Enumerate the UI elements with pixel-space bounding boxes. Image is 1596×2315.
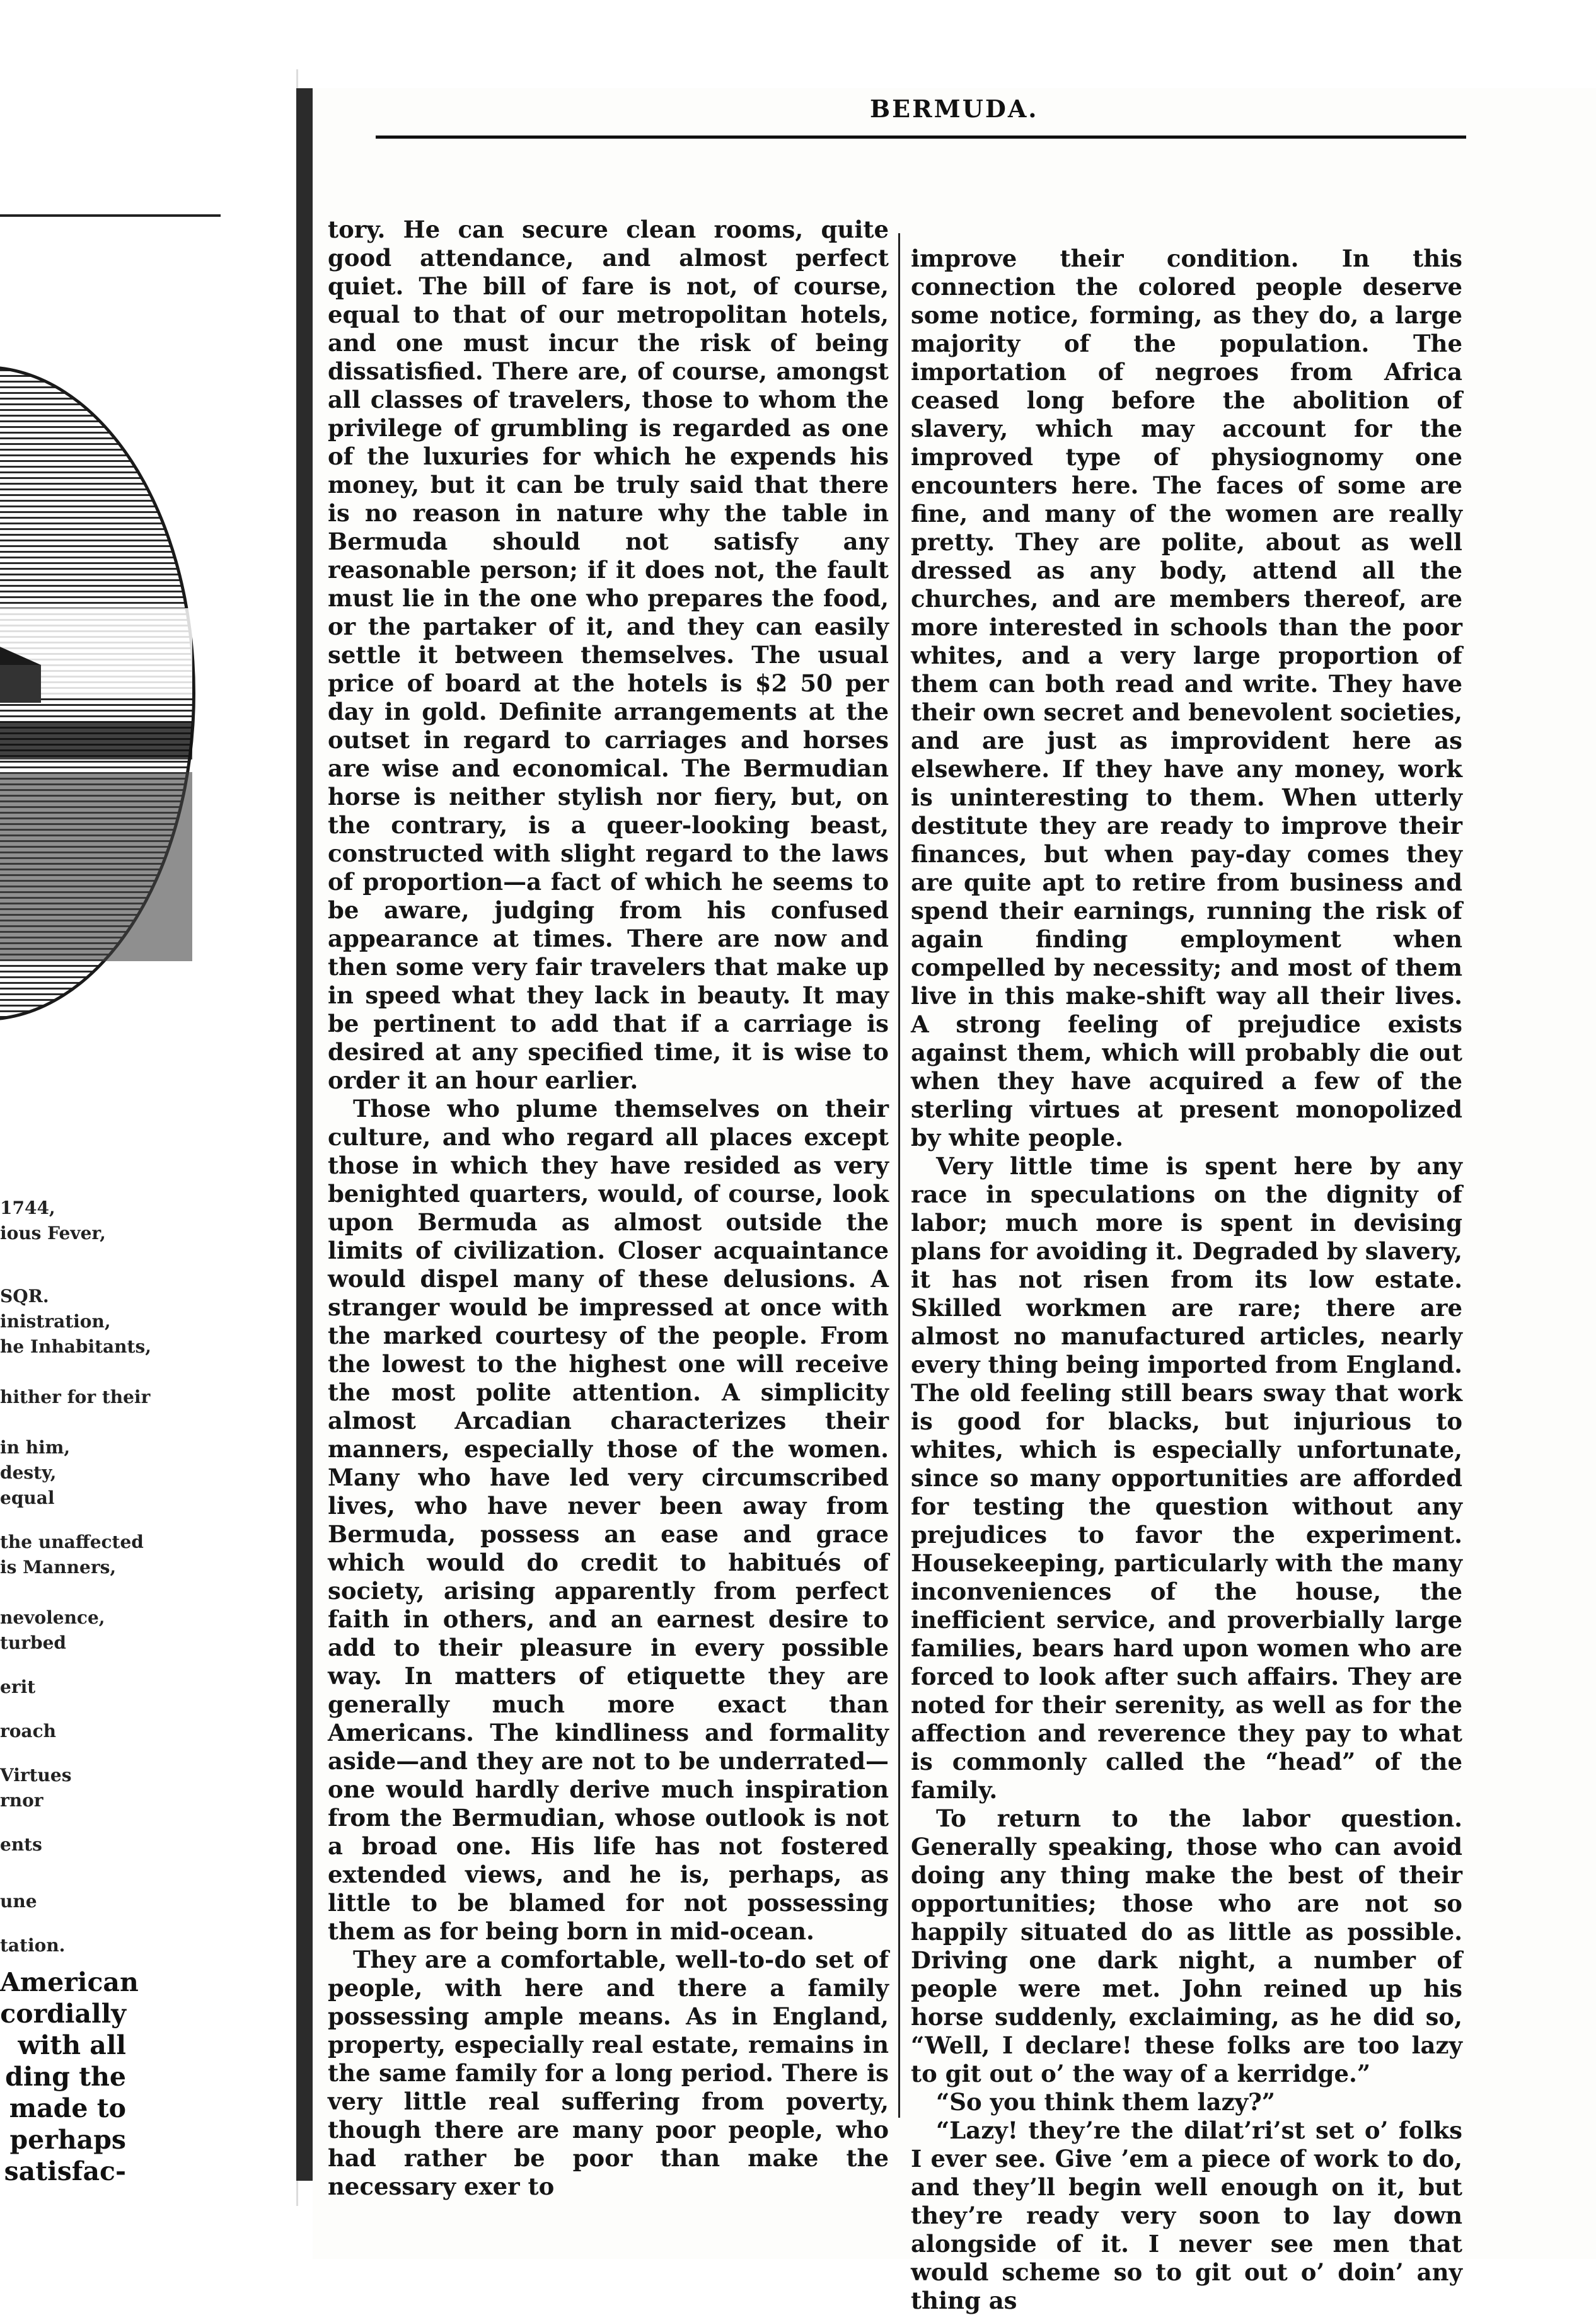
left-fragment: desty, xyxy=(0,1462,57,1483)
paragraph: “Lazy! they’re the dilat’ri’st set o’ folks I ever see. Give ’em a piece of work to do, and they’ll begin well enough on it, but they’re ready very soon to lay down alongside of it. I never see men that would scheme so to git out o’ doin’ any thing as xyxy=(911,2116,1462,2314)
left-tail-line: American xyxy=(0,1967,139,1997)
left-tail-line: ding the xyxy=(5,2062,126,2092)
left-fragment: SQR. xyxy=(0,1286,49,1307)
left-page xyxy=(0,69,298,2206)
running-header: BERMUDA. xyxy=(870,95,1039,123)
left-fragment: nevolence, xyxy=(0,1607,105,1628)
column-rule xyxy=(898,233,900,2118)
left-tail-line: cordially xyxy=(0,1999,126,2029)
paragraph: tory. He can secure clean rooms, quite good attendance, and almost perfect quiet. The bill of fare is not, of course, equal to that of our metropolitan hotels, and one must incur the risk of being dissatisfied. There are, of course, amongst all classes of travelers, those to whom the privilege of grumbling is regarded as one of the luxuries for which he expends his money, but it can be truly said that there is no reason in nature why the table in Bermuda should not satisfy any reasonable person; if it does not, the fault must lie in the one who prepares the food, or the partaker of it, and they can easily settle it between themselves. The usual price of board at the hotels is $2 50 per day in gold. Definite arrangements at the outset in regard to carriages and horses are wise and economical. The Bermudian horse is neither stylish nor fiery, but, on the contrary, is a queer-looking beast, constructed with slight regard to the laws of proportion—a fact of which he seems to be aware, judging from his confused appearance at times. There are now and then some very fair travelers that make up in speed what they lack in beauty. It may be pertinent to add that if a carriage is desired at any specified time, it is wise to order it an hour earlier. xyxy=(328,216,889,1094)
left-fragment: turbed xyxy=(0,1632,67,1653)
paragraph: They are a comfortable, well-to-do set of people, with here and there a family possessing ample means. As in England, property, especially real estate, remains in the same family for a long period. There is very little real suffering from poverty, though there are many poor people, who had rather be poor than make the necessary exer to xyxy=(328,1946,889,2200)
paragraph: Those who plume themselves on their culture, and who regard all places except those in which they have resided as very benighted quarters, would, of course, look upon Bermuda as almost outside the limits of civilization. Closer acquaintance would dispel many of these delusions. A stranger would be impressed at once with the marked courtesy of the people. From the lowest to the highest one will receive the most polite attention. A simplicity almost Arcadian characterizes their manners, especially those of the women. Many who have led very circumscribed lives, who have never been away from Bermuda, possess an ease and grace which would do credit to habitués of society, arising apparently from perfect faith in others, and an earnest desire to add to their pleasure in every possible way. In matters of etiquette they are generally much more exact than Americans. The kindliness and formality aside—and they are not to be underrated—one would hardly derive much inspiration from the Bermudian, whose outlook is not a broad one. His life has not fostered extended views, and he is, perhaps, as little to be blamed for not possessing them as for being born in mid-ocean. xyxy=(328,1095,889,1945)
left-fragment: ious Fever, xyxy=(0,1223,106,1244)
left-fragment: ents xyxy=(0,1834,42,1855)
paragraph: Very little time is spent here by any race in speculations on the dignity of labor; much more is spent in devising plans for avoiding it. Degraded by slavery, it has not risen from its low estate. Skilled workmen are rare; there are almost no manufactured articles, nearly every thing being imported from England. The old feeling still bears sway that work is good for blacks, but injurious to whites, which is especially unfortunate, since so many opportunities are afforded for testing the question without any prejudices to favor the experiment. Housekeeping, particularly with the many inconveniences of the house, the inefficient service, and proverbially large families, bears hard upon women who are forced to look after such affairs. They are noted for their serenity, as well as for the affection and reverence they pay to what is commonly called the “head” of the family. xyxy=(911,1152,1462,1804)
left-fragment: inistration, xyxy=(0,1311,111,1332)
engraving-scene xyxy=(0,369,192,1018)
left-fragment: 1744, xyxy=(0,1198,55,1218)
book-spine xyxy=(296,88,313,2181)
left-page-rule xyxy=(0,214,221,217)
left-fragment: he Inhabitants, xyxy=(0,1336,151,1357)
text-column-right xyxy=(911,245,1462,2315)
left-fragment: une xyxy=(0,1891,37,1912)
paragraph: To return to the labor question. Generally speaking, those who can avoid doing any thing make the best of their opportunities; those who are not so happily situated do as little as possible. Driving one dark night, a number of people were met. John reined up his horse suddenly, exclaiming, as he did so, “Well, I declare! these folks are too lazy to git out o’ the way of a kerridge.” xyxy=(911,1804,1462,2087)
text-column-left xyxy=(328,216,889,2201)
left-tail-line: perhaps xyxy=(9,2125,126,2155)
left-page-tail xyxy=(0,1966,139,2187)
left-tail-line: with all xyxy=(18,2030,126,2060)
left-fragment: in him, xyxy=(0,1437,71,1458)
left-fragment: equal xyxy=(0,1487,55,1508)
left-tail-line: satisfac- xyxy=(4,2156,126,2186)
left-fragment: hither for their xyxy=(0,1387,151,1407)
left-fragment: tation. xyxy=(0,1935,66,1956)
left-fragment: roach xyxy=(0,1721,56,1741)
left-fragment: is Manners, xyxy=(0,1557,117,1578)
left-fragment: Virtues xyxy=(0,1765,72,1786)
oval-engraving xyxy=(0,366,195,1021)
paragraph: “So you think them lazy?” xyxy=(936,2088,1276,2116)
header-rule xyxy=(376,136,1466,139)
left-tail-line: made to xyxy=(9,2093,126,2123)
left-fragment: rnor xyxy=(0,1790,43,1811)
left-fragment: erit xyxy=(0,1677,36,1697)
paragraph: improve their condition. In this connection the colored people deserve some notice, forming, as they do, a large majority of the population. The importation of negroes from Africa ceased long before the abolition of slavery, which may account for the improved type of physiognomy one encounters here. The faces of some are fine, and many of the women are really pretty. They are polite, about as well dressed as any body, attend all the churches, and are members thereof, are more interested in schools than the poor whites, and a very large proportion of them can both read and write. They have their own secret and benevolent societies, and are just as improvident here as elsewhere. If they have any money, work is uninteresting to them. When utterly destitute they are ready to improve their finances, but when pay-day comes they are quite apt to retire from business and spend their earnings, running the risk of again finding employment when compelled by necessity; and most of them live in this make-shift way all their lives. A strong feeling of prejudice exists against them, which will probably die out when they have acquired a few of the sterling virtues at present monopolized by white people. xyxy=(911,245,1462,1152)
left-fragment: the unaffected xyxy=(0,1532,144,1552)
